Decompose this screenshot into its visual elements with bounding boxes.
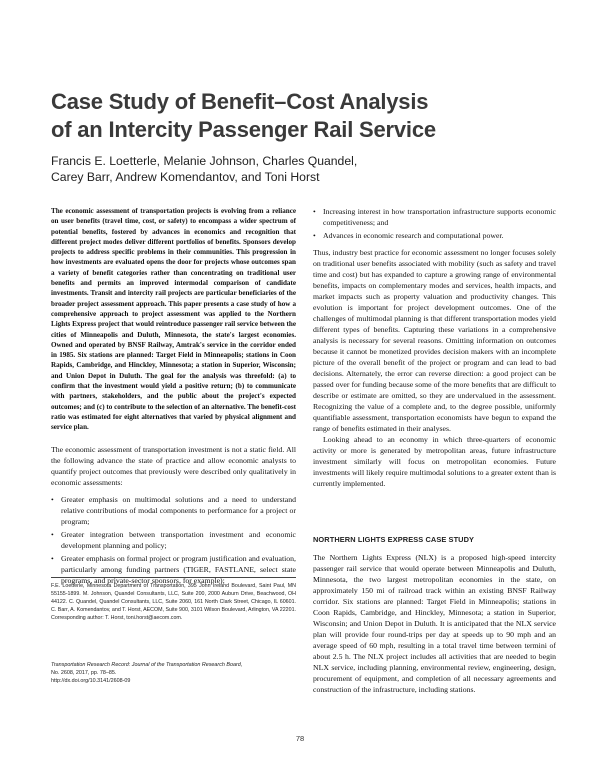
- paper-title: [51, 88, 571, 144]
- list-item-text: Increasing interest in how transportation infrastructure supports economic competitiveness; and: [323, 207, 556, 227]
- doi-link[interactable]: http://dx.doi.org/10.3141/2608-09: [51, 678, 131, 684]
- left-bullet-list: [51, 494, 296, 586]
- list-item: [313, 230, 556, 241]
- list-item: [51, 494, 296, 527]
- author-list: [51, 153, 571, 185]
- bullet-icon: •: [51, 495, 54, 504]
- list-item: [313, 206, 556, 228]
- bullet-icon: •: [313, 231, 316, 240]
- list-item-text: Greater emphasis on formal project or program justification and evaluation, particularly among funding partners (TIGER, FASTLANE, select state programs, and private-sector sponsors, for example);: [61, 554, 296, 585]
- list-item: [51, 553, 296, 586]
- section-paragraph: The Northern Lights Express (NLX) is a proposed high-speed intercity passenger rail service that would operate between Minneapolis and Duluth, Minnesota, the two largest metropolitan economies in the state, on approximately 150 mi of railroad track within an existing BNSF Railway corridor. Six stations are planned: Target Field in Minneapolis; stations in Coon Rapids, Cambridge, and Hinckley, Minnesota; a station in Superior, Wisconsin; and Union Depot in Duluth. It is anticipated that the NLX service plan will provide four round-trips per day at speeds up to 90 mph and an average speed of 60 mph, resulting in a total travel time between termini of about 2.5 h. The NLX project includes all activities that are needed to begin NLX service, including planning, environmental review, engineering, design, procurement of equipment, and completion of all necessary agreements and construction of the infrastructure, including stations.: [313, 553, 556, 694]
- title-line-2: of an Intercity Passenger Rail Service: [51, 117, 436, 142]
- list-item: [51, 529, 296, 551]
- left-column-body: [51, 444, 296, 588]
- intro-paragraph: The economic assessment of transportation investment is not a static field. All the following advance the state of practice and allow economic analysts to quantify project outcomes that previously were described only qualitatively in economic assessments:: [51, 445, 296, 487]
- footnote-divider: [51, 577, 296, 578]
- body-paragraph: Looking ahead to an economy in which three-quarters of economic activity or more is generated by metropolitan areas, future infrastructure investment similarly will focus on metropolitan economies. Future investments will likely require multimodal solutions to a greater extent than is currently implemented.: [313, 435, 556, 488]
- title-line-1: Case Study of Benefit–Cost Analysis: [51, 89, 429, 114]
- bullet-icon: •: [313, 207, 316, 216]
- authors-line-1: Francis E. Loetterle, Melanie Johnson, Charles Quandel,: [51, 154, 358, 168]
- list-item-text: Greater integration between transportation investment and economic development planning and policy;: [61, 530, 296, 550]
- right-column-body: [313, 206, 556, 489]
- list-item-text: Greater emphasis on multimodal solutions and a need to understand relative contributions of modal components to performance for a project or program;: [61, 495, 296, 526]
- page-number: 78: [295, 734, 305, 743]
- abstract: The economic assessment of transportation projects is evolving from a reliance on user benefits (travel time, cost, or safety) to encompass a wider spectrum of potential benefits, fostered by advances in economics and recognition that different project modes deliver different portfolios of benefits. Sponsors develop projects to address specific problems in their communities. This progression in how investments are evaluated opens the door for projects whose outcomes span a variety of benefit categories rather than concentrating on traditional user benefits and permits an improved intermodal comparison of candidate investments. Transit and intercity rail projects are particular beneficiaries of the broader project assessment approach. This paper presents a case study of how a comprehensive approach to project assessment was applied to the Northern Lights Express project that would reintroduce passenger rail service between the cities of Minneapolis and Duluth, Minnesota, the state's largest economies. Owned and operated by BNSF Railway, Amtrak's service in the corridor ended in 1985. Six stations are planned: Target Field in Minneapolis; stations in Coon Rapids, Cambridge, and Hinckley, Minnesota; a station in Superior, Wisconsin; and Union Depot in Duluth. The goal for the analysis was threefold: (a) to confirm that the investment would yield a positive return; (b) to communicate with partners, stakeholders, and the public about the project's expected outcomes; and (c) to contribute to the selection of an alternative. The benefit-cost ratio was estimated for eight alternatives that varied by physical alignment and service plan.: [51, 207, 296, 432]
- bullet-icon: •: [51, 530, 54, 539]
- author-affiliations-footnote: F.E. Loetterle, Minnesota Department of Transportation, 395 John Ireland Boulevard, Saint Paul, MN 55155-1899. M. Johnson, Quandel Consultants, LLC, Suite 200, 2000 Auburn Drive, Beachwood, OH 44122. C. Quandel, Quandel Consultants, LLC, Suite 2060, 161 North Clark Street, Chicago, IL 60601. C. Barr, A. Komendantov, and T. Horst, AECOM, Suite 900, 3101 Wilson Boulevard, Arlington, VA 22201. Corresponding author: T. Horst, toni.horst@aecom.com.: [51, 583, 296, 621]
- section-heading: NORTHERN LIGHTS EXPRESS CASE STUDY: [313, 535, 475, 544]
- right-bullet-list: [313, 206, 556, 241]
- list-item-text: Advances in economic research and computational power.: [323, 231, 504, 240]
- journal-name: Transportation Research Record: Journal of the Transportation Research Board,: [51, 662, 243, 668]
- citation-details: No. 2608, 2017, pp. 78–85.: [51, 670, 117, 676]
- bullet-icon: •: [51, 554, 54, 563]
- citation-block: [51, 661, 296, 685]
- body-paragraph: Thus, industry best practice for economic assessment no longer focuses solely on traditional user benefits associated with mobility (such as safety and travel time and cost) but has expanded to capture a growing range of environmental benefits, impacts on complementary modes and services, health impacts, and market impacts such as property valuation and productivity changes. This evolution is important for project development outcomes. One of the challenges of multimodal planning is that different transportation modes yield different types of benefits. Capturing these variations in a comprehensive analysis is necessary for several reasons. Omitting information on outcomes because it cannot be monetized provides decision makers with an incomplete picture of the overall benefit of the project or program and can lead to bad decisions. Alternately, the error can reverse direction: a good project can be passed over for funding because some of the more benefits that are difficult to describe or estimate are omitted, so they are undervalued in the assessment. Recognizing the value of a complete and, to the degree possible, uniformly quantifiable assessment, transportation economists have begun to expand the range of benefits estimated in their analyses.: [313, 248, 556, 433]
- authors-line-2: Carey Barr, Andrew Komendantov, and Toni Horst: [51, 170, 320, 184]
